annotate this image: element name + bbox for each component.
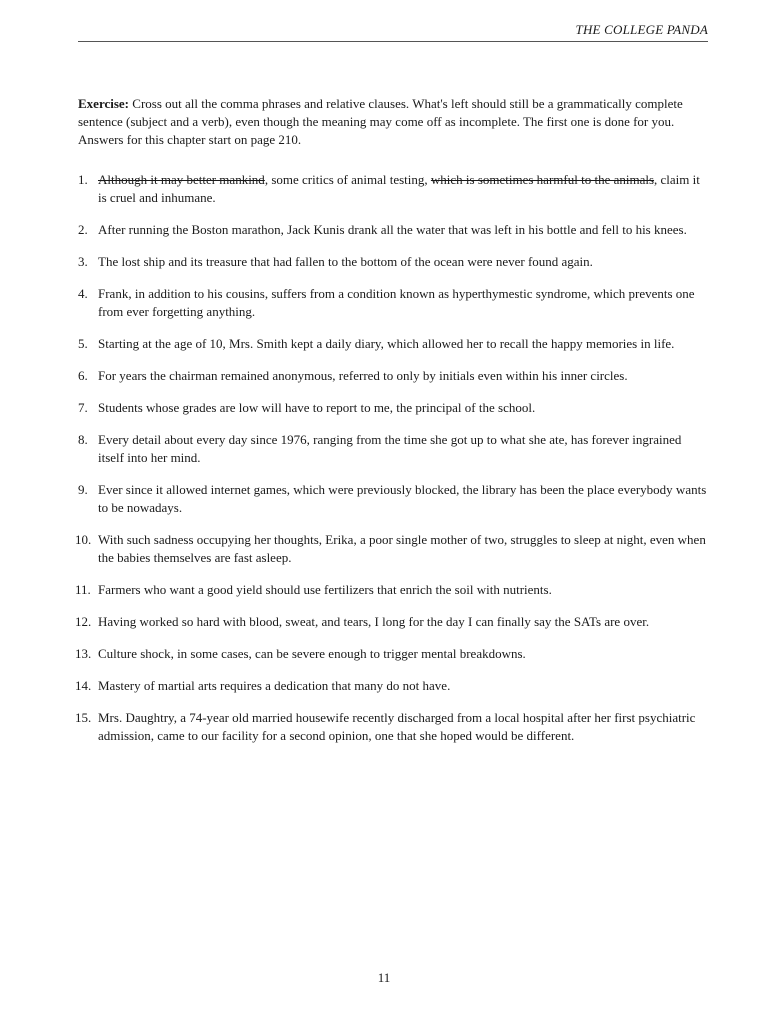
exercise-item [78, 431, 710, 467]
exercise-item [75, 709, 710, 745]
exercise-item [75, 613, 710, 631]
exercise-item [78, 171, 710, 207]
exercise-number: 11. [75, 582, 91, 597]
exercise-list [75, 171, 710, 759]
exercise-number: 4. [78, 286, 88, 301]
struck-phrase: which is sometimes harmful to the animals [430, 172, 655, 187]
exercise-sentence: Culture shock, in some cases, can be severe enough to trigger mental breakdowns. [98, 646, 526, 661]
exercise-item [75, 581, 710, 599]
exercise-number: 10. [75, 532, 92, 547]
exercise-sentence: Every detail about every day since 1976, ranging from the time she got up to what she ate, has forever ingrained itself into her mind. [98, 432, 682, 465]
exercise-sentence: With such sadness occupying her thoughts, Erika, a poor single mother of two, struggles to sleep at night, even when the babies themselves are fast asleep. [98, 532, 706, 565]
running-header: THE COLLEGE PANDA [575, 22, 708, 37]
exercise-sentence: Mastery of martial arts requires a dedication that many do not have. [98, 678, 451, 693]
exercise-number: 15. [75, 710, 92, 725]
exercise-sentence: Having worked so hard with blood, sweat, and tears, I long for the day I can finally say the SATs are over. [98, 614, 650, 629]
exercise-number: 1. [78, 172, 88, 187]
exercise-label: Exercise: [78, 96, 130, 111]
exercise-item [78, 221, 710, 239]
exercise-item [78, 399, 710, 417]
exercise-item [75, 531, 710, 567]
exercise-sentence: Farmers who want a good yield should use fertilizers that enrich the soil with nutrients. [98, 582, 552, 597]
instructions-text: Cross out all the comma phrases and relative clauses. What's left should still be a grammatically complete sentence (subject and a verb), even though the meaning may come off as incomplete. The first one is done for you. Answers for this chapter start on page 210. [78, 96, 683, 147]
exercise-sentence [98, 172, 700, 205]
page-number: 11 [377, 970, 391, 985]
exercise-number: 13. [75, 646, 92, 661]
exercise-number: 2. [78, 222, 88, 237]
exercise-number: 6. [78, 368, 88, 383]
struck-phrase: Although it may better mankind [98, 172, 265, 187]
exercise-sentence: Starting at the age of 10, Mrs. Smith kept a daily diary, which allowed her to recall the happy memories in life. [98, 336, 675, 351]
exercise-item [75, 645, 710, 663]
exercise-sentence: For years the chairman remained anonymous, referred to only by initials even within his inner circles. [98, 368, 628, 383]
exercise-sentence: Students whose grades are low will have to report to me, the principal of the school. [98, 400, 536, 415]
exercise-item [78, 285, 710, 321]
exercise-item [78, 253, 710, 271]
header-rule [78, 41, 708, 42]
exercise-number: 9. [78, 482, 88, 497]
exercise-item [78, 367, 710, 385]
sentence-fragment: , some critics of animal testing, [264, 172, 431, 187]
exercise-sentence: Ever since it allowed internet games, which were previously blocked, the library has been the place everybody wants to be nowadays. [98, 482, 707, 515]
exercise-sentence: The lost ship and its treasure that had fallen to the bottom of the ocean were never found again. [98, 254, 593, 269]
exercise-number: 12. [75, 614, 92, 629]
exercise-number: 7. [78, 400, 88, 415]
exercise-sentence: Frank, in addition to his cousins, suffers from a condition known as hyperthymestic syndrome, which prevents one from ever forgetting anything. [98, 286, 695, 319]
exercise-item [78, 335, 710, 353]
exercise-number: 5. [78, 336, 88, 351]
exercise-item [78, 481, 710, 517]
exercise-number: 8. [78, 432, 88, 447]
exercise-number: 14. [75, 678, 92, 693]
exercise-sentence: After running the Boston marathon, Jack Kunis drank all the water that was left in his bottle and fell to his knees. [98, 222, 687, 237]
exercise-sentence: Mrs. Daughtry, a 74-year old married housewife recently discharged from a local hospital after her first psychiatric admission, came to our facility for a second opinion, one that she hoped would be different. [98, 710, 696, 743]
exercise-instructions [78, 95, 710, 149]
sentence-fragment: , claim it is cruel and inhumane. [98, 172, 700, 205]
exercise-item [75, 677, 710, 695]
exercise-number: 3. [78, 254, 88, 269]
